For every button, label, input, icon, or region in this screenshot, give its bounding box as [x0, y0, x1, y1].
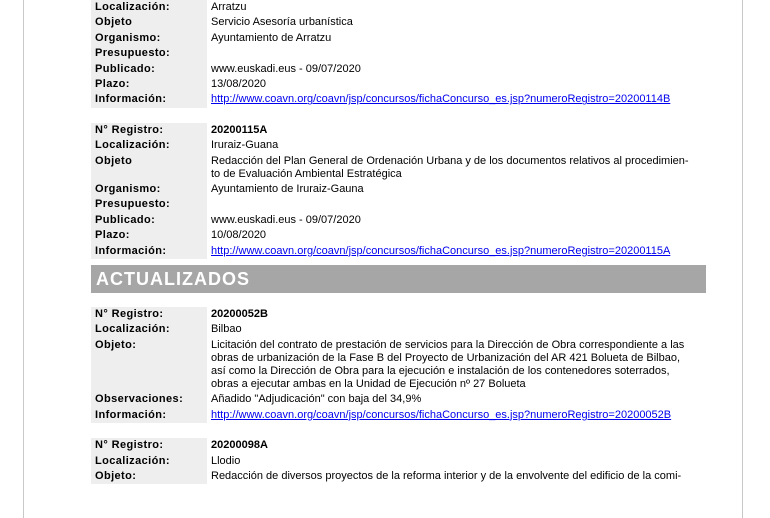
- label-localizacion: Localización:: [91, 454, 207, 469]
- value-plazo: 10/08/2020: [211, 229, 267, 242]
- value-localizacion: Iruraiz-Guana: [211, 139, 279, 152]
- label-objeto: Objeto:: [91, 338, 207, 392]
- info-link[interactable]: http://www.coavn.org/coavn/jsp/concursos/fichaConcurso_es.jsp?numeroRegistro=20200114B: [211, 93, 671, 106]
- label-registro: N° Registro:: [91, 438, 207, 453]
- field-localizacion: [91, 322, 706, 337]
- value-publicado: www.euskadi.eus - 09/07/2020: [211, 62, 361, 75]
- info-link[interactable]: http://www.coavn.org/coavn/jsp/concursos/fichaConcurso_es.jsp?numeroRegistro=20200115A: [211, 244, 671, 257]
- value-objeto: Servicio Asesoría urbanística: [211, 16, 353, 29]
- updated-record: [91, 307, 706, 423]
- label-publicado: Publicado:: [91, 213, 207, 228]
- value-organismo: Ayuntamiento de Iruraiz-Gauna: [211, 183, 364, 196]
- label-objeto: Objeto:: [91, 469, 207, 484]
- value-objeto: Licitación del contrato de prestación de servicios para la Dirección de Obra correspondiente a las obras de urbanización de la Fase B del Proyecto de Urbanización del AR 421 Bolueta de Bilbao, así como la Dirección de Obra para la ejecución e instalación de los contenedores soterrados, obras a ejecutar ambas en la Unidad de Ejecución nº 27 Bolueta: [211, 338, 685, 390]
- value-observaciones: Añadido "Adjudicación" con baja del 34,9%: [211, 393, 422, 406]
- field-presupuesto: [91, 46, 706, 61]
- label-plazo: Plazo:: [91, 228, 207, 243]
- field-publicado: [91, 213, 706, 228]
- value-informacion: [207, 92, 696, 107]
- value-localizacion: Arratzu: [211, 1, 247, 13]
- field-localizacion: [91, 138, 706, 153]
- document-content: [91, 0, 706, 484]
- value-plazo: 13/08/2020: [211, 78, 267, 91]
- value-localizacion: Bilbao: [211, 323, 242, 336]
- tender-record: [91, 123, 706, 259]
- field-organismo: [91, 31, 706, 46]
- value-presupuesto: [207, 197, 696, 212]
- label-localizacion: Localización:: [91, 0, 207, 15]
- field-localizacion: [91, 454, 706, 469]
- field-objeto: [91, 469, 706, 484]
- label-objeto: Objeto: [91, 15, 207, 30]
- value-informacion: [207, 408, 696, 423]
- label-publicado: Publicado:: [91, 62, 207, 77]
- field-localizacion: [91, 0, 706, 15]
- label-informacion: Información:: [91, 244, 207, 259]
- value-organismo: Ayuntamiento de Arratzu: [211, 31, 332, 44]
- value-publicado: www.euskadi.eus - 09/07/2020: [211, 213, 361, 226]
- value-presupuesto: [207, 46, 696, 61]
- value-registro: 20200098A: [211, 439, 268, 452]
- label-informacion: Información:: [91, 408, 207, 423]
- field-plazo: [91, 228, 706, 243]
- label-organismo: Organismo:: [91, 182, 207, 197]
- field-objeto: [91, 15, 706, 30]
- value-localizacion: Llodio: [211, 454, 241, 467]
- label-presupuesto: Presupuesto:: [91, 46, 207, 61]
- field-observaciones: [91, 392, 706, 407]
- label-presupuesto: Presupuesto:: [91, 197, 207, 212]
- field-informacion: [91, 244, 706, 259]
- value-informacion: [207, 244, 696, 259]
- updated-record: [91, 438, 706, 484]
- label-localizacion: Localización:: [91, 138, 207, 153]
- label-plazo: Plazo:: [91, 77, 207, 92]
- label-registro: N° Registro:: [91, 307, 207, 322]
- field-organismo: [91, 182, 706, 197]
- field-informacion: [91, 92, 706, 107]
- value-registro: 20200052B: [211, 308, 268, 321]
- label-registro: N° Registro:: [91, 123, 207, 138]
- tender-record: [91, 0, 706, 108]
- label-observaciones: Observaciones:: [91, 392, 207, 407]
- field-registro: [91, 307, 706, 322]
- label-localizacion: Localización:: [91, 322, 207, 337]
- field-publicado: [91, 62, 706, 77]
- value-objeto: Redacción de diversos proyectos de la reforma interior y de la envolvente del edificio de la comi-: [211, 469, 682, 482]
- info-link[interactable]: http://www.coavn.org/coavn/jsp/concursos/fichaConcurso_es.jsp?numeroRegistro=20200052B: [211, 408, 672, 421]
- value-registro: 20200115A: [211, 123, 268, 136]
- field-registro: [91, 123, 706, 138]
- field-registro: [91, 438, 706, 453]
- field-objeto: [91, 338, 706, 392]
- section-header-actualizados: ACTUALIZADOS: [91, 265, 706, 293]
- field-objeto: [91, 154, 706, 182]
- label-informacion: Información:: [91, 92, 207, 107]
- field-informacion: [91, 408, 706, 423]
- label-organismo: Organismo:: [91, 31, 207, 46]
- label-objeto: Objeto: [91, 154, 207, 182]
- field-plazo: [91, 77, 706, 92]
- value-objeto: Redacción del Plan General de Ordenación Urbana y de los documentos relativos al procedimien-to de Evaluación Ambiental Estratégica: [211, 154, 689, 180]
- field-presupuesto: [91, 197, 706, 212]
